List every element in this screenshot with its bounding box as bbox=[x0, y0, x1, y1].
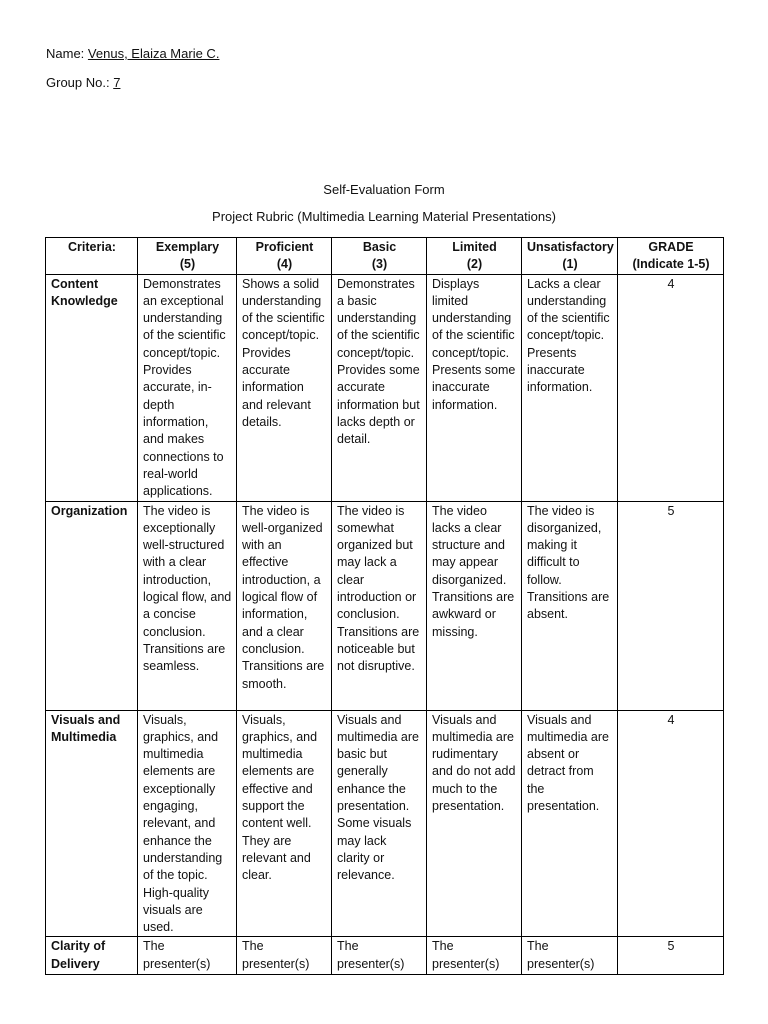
header-basic-score: (3) bbox=[371, 257, 388, 272]
basic-cell: Visuals and multimedia are basic but generally enhance the presentation. Some visuals may lack clarity or relevance. bbox=[332, 710, 427, 937]
header-grade-label: GRADE bbox=[648, 240, 694, 254]
header-exemplary-label: Exemplary bbox=[155, 240, 220, 254]
header-exemplary-score: (5) bbox=[179, 257, 196, 272]
table-row bbox=[46, 501, 724, 710]
criteria-cell: Clarity of Delivery bbox=[46, 937, 138, 975]
header-proficient bbox=[237, 238, 332, 275]
header-exemplary bbox=[138, 238, 237, 275]
form-title: Self-Evaluation Form bbox=[323, 182, 445, 197]
proficient-cell: Visuals, graphics, and multimedia elements are effective and support the content well. They are relevant and clear. bbox=[237, 710, 332, 937]
header-criteria bbox=[46, 238, 138, 275]
group-value: 7 bbox=[113, 75, 121, 90]
grade-cell: 5 bbox=[618, 501, 724, 710]
group-label: Group No.: bbox=[46, 75, 110, 90]
header-limited-label: Limited bbox=[452, 240, 497, 254]
header-basic-label: Basic bbox=[362, 240, 397, 254]
limited-cell: Visuals and multimedia are rudimentary and do not add much to the presentation. bbox=[427, 710, 522, 937]
header-criteria-label: Criteria: bbox=[68, 240, 116, 254]
header-grade-range: (Indicate 1-5) bbox=[632, 257, 710, 272]
basic-cell: The video is somewhat organized but may lack a clear introduction or conclusion. Transitions are noticeable but not disruptive. bbox=[332, 501, 427, 710]
criteria-cell: Content Knowledge bbox=[46, 274, 138, 501]
criteria-cell: Organization bbox=[46, 501, 138, 710]
header-unsatisfactory bbox=[522, 238, 618, 275]
header-unsatisfactory-score: (1) bbox=[562, 257, 578, 272]
limited-cell: Displays limited understanding of the scientific concept/topic. Presents some inaccurate information. bbox=[427, 274, 522, 501]
header-proficient-score: (4) bbox=[276, 257, 293, 272]
header-limited bbox=[427, 238, 522, 275]
unsatisfactory-cell: The video is disorganized, making it difficult to follow. Transitions are absent. bbox=[522, 501, 618, 710]
table-row bbox=[46, 274, 724, 501]
proficient-cell: Shows a solid understanding of the scientific concept/topic. Provides accurate information and relevant details. bbox=[237, 274, 332, 501]
header-grade bbox=[618, 238, 724, 275]
basic-cell: Demonstrates a basic understanding of the scientific concept/topic. Provides some accurate information but lacks depth or detail. bbox=[332, 274, 427, 501]
group-line bbox=[46, 74, 120, 91]
header-proficient-label: Proficient bbox=[255, 240, 314, 254]
proficient-cell: The video is well-organized with an effective introduction, a logical flow of information, and a clear conclusion. Transitions are smooth. bbox=[237, 501, 332, 710]
exemplary-cell: Demonstrates an exceptional understanding of the scientific concept/topic. Provides accurate, in-depth information, and makes connections to real-world applications. bbox=[138, 274, 237, 501]
exemplary-cell: The presenter(s) bbox=[138, 937, 237, 975]
proficient-cell: The presenter(s) bbox=[237, 937, 332, 975]
header-limited-score: (2) bbox=[466, 257, 483, 272]
name-label: Name: bbox=[46, 46, 85, 61]
criteria-cell: Visuals and Multimedia bbox=[46, 710, 138, 937]
header-basic bbox=[332, 238, 427, 275]
grade-cell: 5 bbox=[618, 937, 724, 975]
table-header-row bbox=[46, 238, 724, 275]
basic-cell: The presenter(s) bbox=[332, 937, 427, 975]
unsatisfactory-cell: Lacks a clear understanding of the scientific concept/topic. Presents inaccurate information. bbox=[522, 274, 618, 501]
unsatisfactory-cell: The presenter(s) bbox=[522, 937, 618, 975]
name-value: Venus, Elaiza Marie C. bbox=[87, 46, 220, 61]
limited-cell: The presenter(s) bbox=[427, 937, 522, 975]
table-row bbox=[46, 937, 724, 975]
grade-cell: 4 bbox=[618, 274, 724, 501]
limited-cell: The video lacks a clear structure and may appear disorganized. Transitions are awkward or missing. bbox=[427, 501, 522, 710]
header-unsatisfactory-label: Unsatisfactory bbox=[527, 240, 614, 254]
exemplary-cell: Visuals, graphics, and multimedia elements are exceptionally engaging, relevant, and enhance the understanding of the topic. High-quality visuals are used. bbox=[138, 710, 237, 937]
name-line bbox=[46, 45, 219, 62]
exemplary-cell: The video is exceptionally well-structured with a clear introduction, logical flow, and a concise conclusion. Transitions are seamless. bbox=[138, 501, 237, 710]
grade-cell: 4 bbox=[618, 710, 724, 937]
unsatisfactory-cell: Visuals and multimedia are absent or detract from the presentation. bbox=[522, 710, 618, 937]
rubric-table bbox=[45, 237, 724, 975]
form-subtitle: Project Rubric (Multimedia Learning Material Presentations) bbox=[212, 209, 556, 224]
table-row bbox=[46, 710, 724, 937]
